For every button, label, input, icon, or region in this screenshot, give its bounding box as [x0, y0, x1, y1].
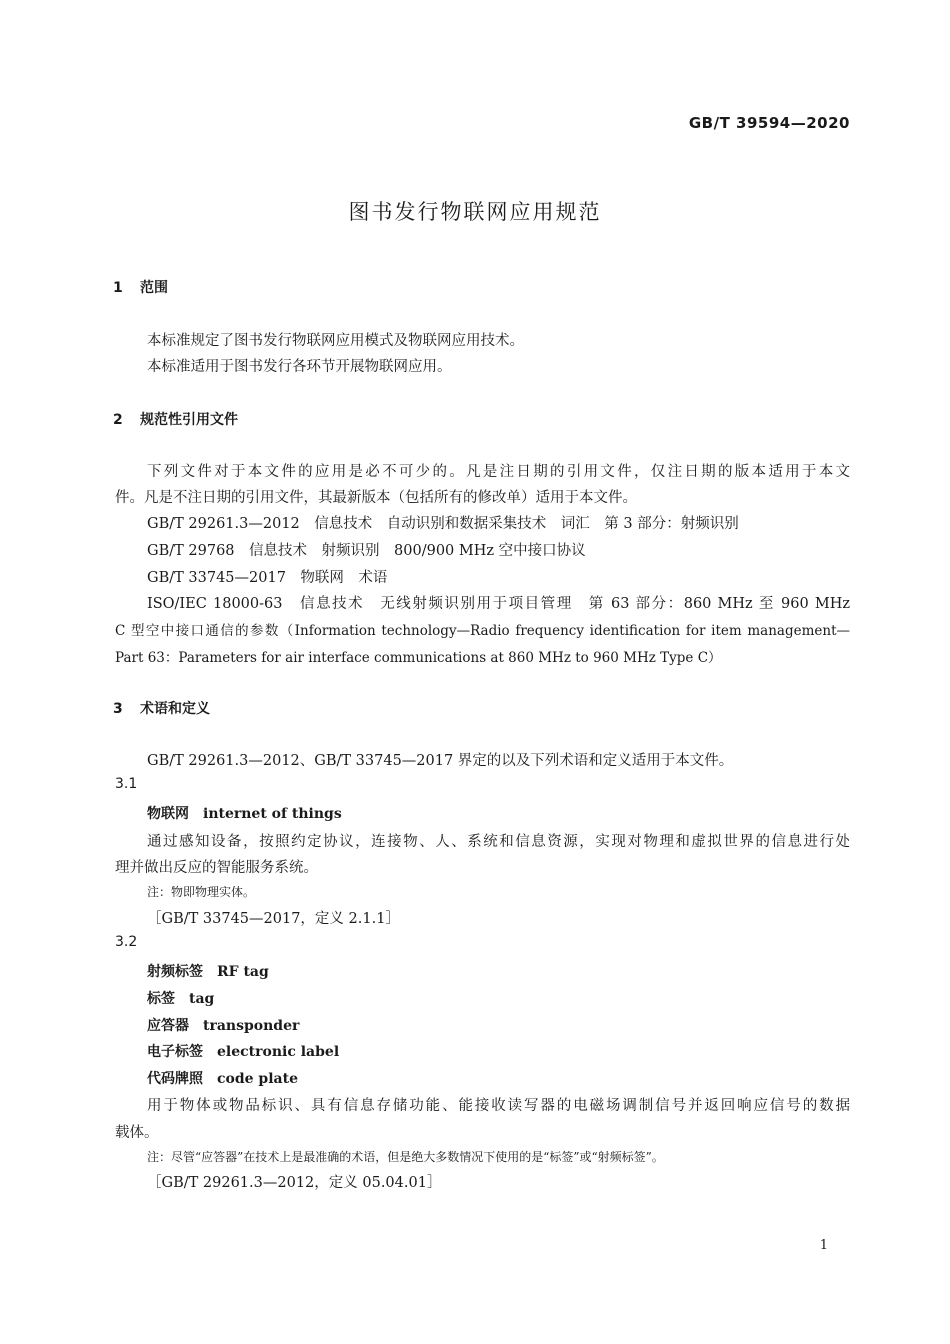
- page-number: 1: [819, 1238, 828, 1253]
- section-title: 术语和定义: [140, 701, 210, 717]
- standard-code: GB/T 39594—2020: [688, 114, 850, 132]
- term-en: electronic label: [217, 1044, 340, 1060]
- term-en: internet of things: [203, 806, 342, 822]
- term-zh: 标签: [147, 991, 175, 1007]
- section-title: 范围: [140, 280, 168, 296]
- term-entry: [147, 988, 214, 1008]
- term-entry: [147, 1041, 339, 1061]
- section-title: 规范性引用文件: [140, 412, 238, 428]
- section-2-heading: [113, 409, 238, 429]
- term-3-1-definition-line-2: 理并做出反应的智能服务系统。: [115, 860, 318, 876]
- section-number: 1: [113, 280, 123, 296]
- references-intro-line-2: 件。凡是不注日期的引用文件，其最新版本（包括所有的修改单）适用于本文件。: [115, 490, 637, 506]
- section-3-heading: [113, 698, 210, 718]
- term-number-3-2: 3.2: [115, 934, 138, 950]
- term-number-3-1: 3.1: [115, 776, 138, 792]
- term-zh: 物联网: [147, 806, 189, 822]
- section-number: 3: [113, 701, 123, 717]
- term-3-2-definition-line-1: 用于物体或物品标识、具有信息存储功能、能接收读写器的电磁场调制信号并返回响应信号的数据: [147, 1098, 850, 1114]
- term-3-2-definition-line-2: 载体。: [115, 1125, 159, 1141]
- term-3-2-source: ［GB/T 29261.3—2012，定义 05.04.01］: [147, 1175, 442, 1191]
- term-3-1-note: 注：物即物理实体。: [147, 885, 256, 899]
- term-entry: [147, 803, 342, 823]
- reference-item-4-line-2: C 型空中接口通信的参数（Information technology—Radio frequency identification for item management—: [115, 623, 850, 639]
- term-zh: 应答器: [147, 1018, 189, 1034]
- reference-item-4-line-3: Part 63：Parameters for air interface communications at 860 MHz to 960 MHz Type C）: [115, 650, 722, 666]
- section-number: 2: [113, 412, 123, 428]
- references-intro-line-1: 下列文件对于本文件的应用是必不可少的。凡是注日期的引用文件，仅注日期的版本适用于本文: [147, 464, 850, 480]
- term-3-1-definition-line-1: 通过感知设备，按照约定协议，连接物、人、系统和信息资源，实现对物理和虚拟世界的信息进行处: [147, 834, 850, 850]
- document-title: 图书发行物联网应用规范: [348, 200, 602, 224]
- terms-intro: GB/T 29261.3—2012、GB/T 33745—2017 界定的以及下列术语和定义适用于本文件。: [147, 753, 734, 769]
- term-zh: 电子标签: [147, 1044, 203, 1060]
- scope-paragraph-2: 本标准适用于图书发行各环节开展物联网应用。: [147, 359, 452, 375]
- term-en: transponder: [203, 1018, 300, 1034]
- scope-paragraph-1: 本标准规定了图书发行物联网应用模式及物联网应用技术。: [147, 333, 524, 349]
- term-entry: [147, 1068, 298, 1088]
- term-3-1-source: ［GB/T 33745—2017，定义 2.1.1］: [147, 911, 400, 927]
- reference-item-1: GB/T 29261.3—2012 信息技术 自动识别和数据采集技术 词汇 第 3 部分：射频识别: [147, 516, 739, 532]
- term-en: code plate: [217, 1071, 298, 1087]
- section-1-heading: [113, 277, 168, 297]
- term-zh: 代码牌照: [147, 1071, 203, 1087]
- reference-item-3: GB/T 33745—2017 物联网 术语: [147, 570, 388, 586]
- reference-item-2: GB/T 29768 信息技术 射频识别 800/900 MHz 空中接口协议: [147, 543, 586, 559]
- term-3-2-note: 注：尽管“应答器”在技术上是最准确的术语，但是绝大多数情况下使用的是“标签”或“射频标签”。: [147, 1150, 664, 1164]
- term-entry: [147, 961, 269, 981]
- term-entry: [147, 1015, 299, 1035]
- term-en: RF tag: [217, 964, 269, 980]
- reference-item-4-line-1: ISO/IEC 18000-63 信息技术 无线射频识别用于项目管理 第 63 部分：860 MHz 至 960 MHz: [147, 596, 850, 612]
- term-en: tag: [189, 991, 215, 1007]
- term-zh: 射频标签: [147, 964, 203, 980]
